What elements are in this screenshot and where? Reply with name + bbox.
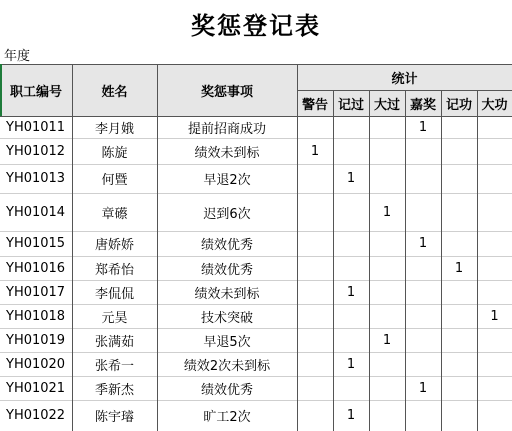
name-cell[interactable]: 张满茹: [94, 334, 134, 350]
header-employee-id[interactable]: 职工编号: [0, 64, 72, 116]
stat-cell[interactable]: [441, 193, 477, 231]
stat-cell[interactable]: [333, 193, 369, 231]
row-gridline: [0, 64, 512, 65]
stat-cell[interactable]: 1: [346, 408, 356, 423]
stat-cell[interactable]: [477, 193, 512, 231]
stat-cell[interactable]: [441, 376, 477, 400]
stat-cell[interactable]: 1: [346, 171, 356, 186]
stat-cell[interactable]: [477, 280, 512, 304]
year-label[interactable]: 年度: [4, 48, 31, 64]
stat-cell[interactable]: [405, 328, 441, 352]
item-cell[interactable]: 技术突破: [200, 310, 253, 326]
name-cell[interactable]: 章礤: [101, 206, 128, 222]
stat-cell[interactable]: [477, 328, 512, 352]
stat-cell[interactable]: [297, 328, 333, 352]
name-cell[interactable]: 唐娇娇: [94, 238, 134, 253]
item-cell[interactable]: 绩效优秀: [200, 382, 253, 398]
header-stat-col[interactable]: 记过: [333, 90, 369, 116]
stat-cell[interactable]: [333, 304, 369, 328]
name-cell[interactable]: 李侃侃: [94, 286, 134, 302]
column-gridline: [297, 64, 298, 431]
header-item[interactable]: 奖惩事项: [157, 64, 297, 116]
stat-cell[interactable]: [333, 231, 369, 256]
name-cell[interactable]: 郑希怡: [94, 262, 134, 278]
row-gridline: [0, 256, 512, 257]
stat-cell[interactable]: [477, 164, 512, 193]
active-cell-indicator: [0, 64, 2, 116]
stat-cell[interactable]: [369, 280, 405, 304]
stat-cell[interactable]: [333, 116, 369, 138]
stat-cell[interactable]: 1: [418, 119, 428, 135]
stat-cell[interactable]: [369, 376, 405, 400]
stat-cell[interactable]: [369, 231, 405, 256]
stat-cell[interactable]: [441, 304, 477, 328]
item-cell[interactable]: 提前招商成功: [187, 121, 266, 137]
employee-id-cell[interactable]: YH01018: [6, 308, 66, 324]
stat-cell[interactable]: [477, 231, 512, 256]
stat-cell[interactable]: [297, 400, 333, 431]
stat-cell[interactable]: 1: [382, 332, 392, 348]
stat-cell[interactable]: [477, 256, 512, 280]
stat-cell[interactable]: 1: [382, 204, 392, 220]
stat-cell[interactable]: [333, 256, 369, 280]
column-gridline: [157, 64, 158, 431]
column-gridline: [441, 90, 442, 431]
column-gridline: [405, 90, 406, 431]
row-gridline: [0, 376, 512, 377]
employee-id-cell[interactable]: YH01012: [6, 143, 66, 159]
row-gridline: [0, 138, 512, 139]
item-cell[interactable]: 迟到6次: [203, 206, 251, 222]
employee-id-cell[interactable]: YH01022: [6, 408, 66, 423]
stat-cell[interactable]: [441, 116, 477, 138]
item-cell[interactable]: 绩效未到标: [194, 145, 260, 161]
stat-cell[interactable]: [405, 400, 441, 431]
stat-cell[interactable]: [441, 280, 477, 304]
stat-cell[interactable]: [369, 164, 405, 193]
stat-cell[interactable]: [405, 138, 441, 164]
name-cell[interactable]: 张希一: [94, 358, 134, 374]
header-stat-col[interactable]: 大过: [369, 90, 405, 116]
row-gridline: [0, 164, 512, 165]
stat-cell[interactable]: [297, 164, 333, 193]
item-cell[interactable]: 绩效优秀: [200, 262, 253, 278]
stat-cell[interactable]: 1: [310, 143, 320, 159]
stat-cell[interactable]: 1: [346, 284, 356, 300]
column-gridline: [477, 90, 478, 431]
stat-cell[interactable]: [333, 328, 369, 352]
stat-cell[interactable]: [333, 376, 369, 400]
employee-id-cell[interactable]: YH01013: [6, 171, 66, 186]
row-gridline: [0, 193, 512, 194]
stat-cell[interactable]: [477, 138, 512, 164]
row-gridline: [0, 400, 512, 401]
name-cell[interactable]: 何暨: [101, 173, 128, 188]
stat-cell[interactable]: [297, 352, 333, 376]
stat-cell[interactable]: [297, 116, 333, 138]
stat-cell[interactable]: [297, 304, 333, 328]
stat-cell[interactable]: [333, 138, 369, 164]
stat-cell[interactable]: [477, 352, 512, 376]
employee-id-cell[interactable]: YH01016: [6, 260, 66, 276]
employee-id-cell[interactable]: YH01011: [6, 119, 66, 135]
stat-cell[interactable]: 1: [454, 260, 464, 276]
stat-cell[interactable]: [405, 304, 441, 328]
employee-id-cell[interactable]: YH01014: [6, 204, 66, 220]
item-cell[interactable]: 绩效优秀: [200, 238, 253, 253]
employee-id-cell[interactable]: YH01020: [6, 356, 66, 372]
item-cell[interactable]: 早退2次: [203, 173, 251, 188]
employee-id-cell[interactable]: YH01019: [6, 332, 66, 348]
stat-cell[interactable]: [369, 400, 405, 431]
name-cell[interactable]: 陈旋: [101, 145, 128, 161]
stat-cell[interactable]: [369, 304, 405, 328]
name-cell[interactable]: 元昊: [101, 310, 128, 326]
stat-cell[interactable]: [297, 280, 333, 304]
column-gridline: [369, 90, 370, 431]
name-cell[interactable]: 李月娥: [94, 121, 134, 137]
stat-cell[interactable]: [405, 352, 441, 376]
item-cell[interactable]: 绩效未到标: [194, 286, 260, 302]
header-stat-col[interactable]: 大功: [477, 90, 512, 116]
stat-cell[interactable]: [297, 376, 333, 400]
employee-id-cell[interactable]: YH01017: [6, 284, 66, 300]
stat-cell[interactable]: [477, 376, 512, 400]
stat-cell[interactable]: [405, 280, 441, 304]
stat-cell[interactable]: [405, 193, 441, 231]
header-stats[interactable]: 统计: [297, 64, 512, 90]
name-cell[interactable]: 季新杰: [94, 382, 134, 398]
stat-cell[interactable]: [441, 138, 477, 164]
stat-cell[interactable]: [297, 231, 333, 256]
stat-cell[interactable]: [297, 193, 333, 231]
row-gridline: [0, 280, 512, 281]
row-gridline: [0, 304, 512, 305]
sheet-title[interactable]: 奖惩登记表: [191, 11, 321, 40]
stat-cell[interactable]: [477, 400, 512, 431]
stat-cell[interactable]: [441, 231, 477, 256]
employee-id-cell[interactable]: YH01015: [6, 236, 66, 251]
stat-cell[interactable]: [369, 256, 405, 280]
stat-cell[interactable]: 1: [490, 308, 499, 324]
name-cell[interactable]: 陈宇璿: [94, 410, 134, 425]
stat-cell[interactable]: [369, 138, 405, 164]
stat-cell[interactable]: [441, 164, 477, 193]
header-stat-col[interactable]: 警告: [297, 90, 333, 116]
row-gridline: [0, 116, 512, 117]
row-gridline: [0, 352, 512, 353]
item-cell[interactable]: 旷工2次: [203, 410, 251, 425]
stat-cell[interactable]: [297, 256, 333, 280]
row-gridline: [0, 231, 512, 232]
header-name[interactable]: 姓名: [72, 64, 157, 116]
header-stat-col[interactable]: 嘉奖: [405, 90, 441, 116]
stat-cell[interactable]: [369, 116, 405, 138]
stat-cell[interactable]: 1: [418, 380, 428, 396]
stat-cell[interactable]: [369, 352, 405, 376]
employee-id-cell[interactable]: YH01021: [6, 380, 66, 396]
item-cell[interactable]: 绩效2次未到标: [183, 358, 271, 374]
stat-cell[interactable]: [441, 400, 477, 431]
item-cell[interactable]: 早退5次: [203, 334, 251, 350]
stat-cell[interactable]: [477, 116, 512, 138]
stat-cell[interactable]: [441, 352, 477, 376]
stat-cell[interactable]: [405, 256, 441, 280]
column-gridline: [333, 90, 334, 431]
stat-cell[interactable]: 1: [346, 356, 356, 372]
stat-cell[interactable]: [441, 328, 477, 352]
column-gridline: [72, 64, 73, 431]
stat-cell[interactable]: 1: [418, 236, 428, 251]
stat-cell[interactable]: [405, 164, 441, 193]
header-stat-col[interactable]: 记功: [441, 90, 477, 116]
row-gridline: [0, 328, 512, 329]
